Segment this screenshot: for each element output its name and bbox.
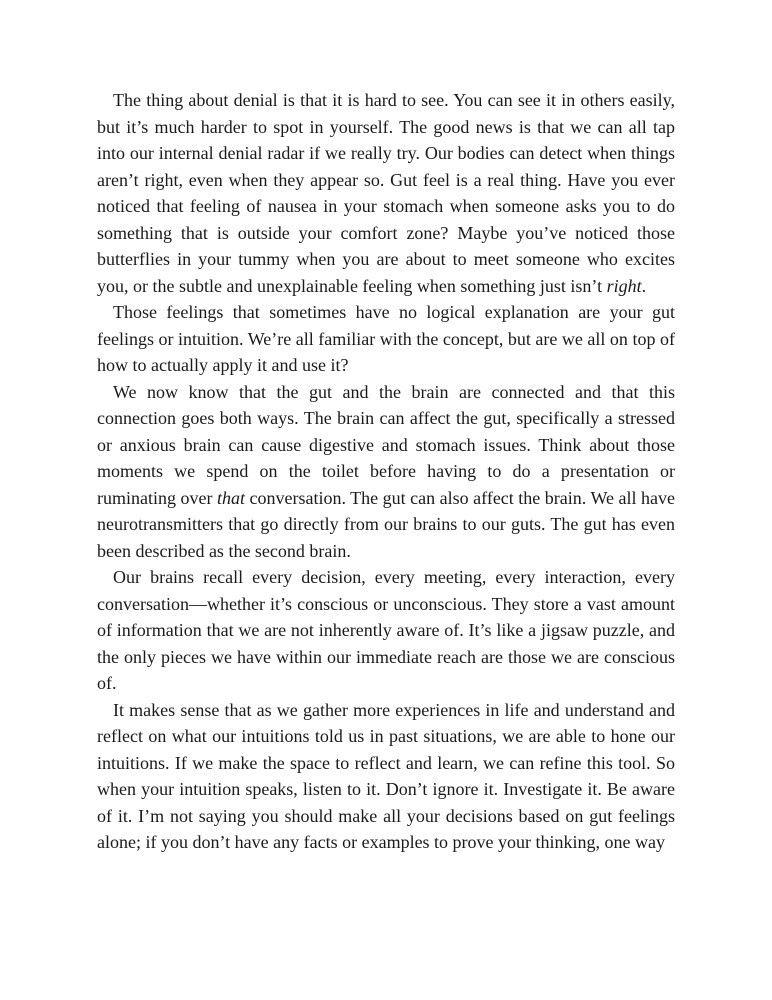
paragraph <box>97 87 675 299</box>
text-run: conversation. The gut can also affect the brain. We all have neurotransmitters that go directly from our brains to our guts. The gut has even been described as the second brain. <box>97 487 675 561</box>
paragraph <box>97 697 675 856</box>
text-run: It makes sense that as we gather more experiences in life and understand and reflect on what our intuitions told us in past situations, we are able to hone our intuitions. If we make the space to reflect and learn, we can refine this tool. So when your intuition speaks, listen to it. Don’t ignore it. Investigate it. Be aware of it. I’m not saying you should make all your decisions based on gut feelings alone; if you don’t have any facts or examples to prove your thinking, one way <box>97 699 675 852</box>
page-body <box>97 87 675 856</box>
paragraph <box>97 564 675 697</box>
emphasis-right: right <box>606 275 642 296</box>
text-run: Our brains recall every decision, every meeting, every interaction, every conversation—whether it’s conscious or unconscious. They store a vast amount of information that we are not inherently aware of. It’s like a jigsaw puzzle, and the only pieces we have within our immediate reach are those we are conscious of. <box>97 567 675 693</box>
text-run: . <box>641 275 647 296</box>
paragraph <box>97 379 675 565</box>
text-run: We now know that the gut and the brain are connected and that this connection goes both ways. The brain can affect the gut, specifically a stressed or anxious brain can cause digestive and stomach issues. Think about those moments we spend on the toilet before having to do a presentation or ruminating over <box>97 381 675 508</box>
text-run: Those feelings that sometimes have no logical explanation are your gut feelings or intuition. We’re all familiar with the concept, but are we all on top of how to actually apply it and use it? <box>97 302 675 375</box>
paragraph <box>97 299 675 379</box>
emphasis-that: that <box>217 487 246 508</box>
text-run: The thing about denial is that it is hard to see. You can see it in others easily, but it’s much harder to spot in yourself. The good news is that we can all tap into our internal denial radar if we really try. Our bodies can detect when things aren’t right, even when they appear so. Gut feel is a real thing. Have you ever noticed that feeling of nausea in your stomach when someone asks you to do something that is outside your comfort zone? Maybe you’ve noticed those butterflies in your tummy when you are about to meet someone who excites you, or the subtle and unexplainable feeling when something just isn’t <box>97 90 675 296</box>
